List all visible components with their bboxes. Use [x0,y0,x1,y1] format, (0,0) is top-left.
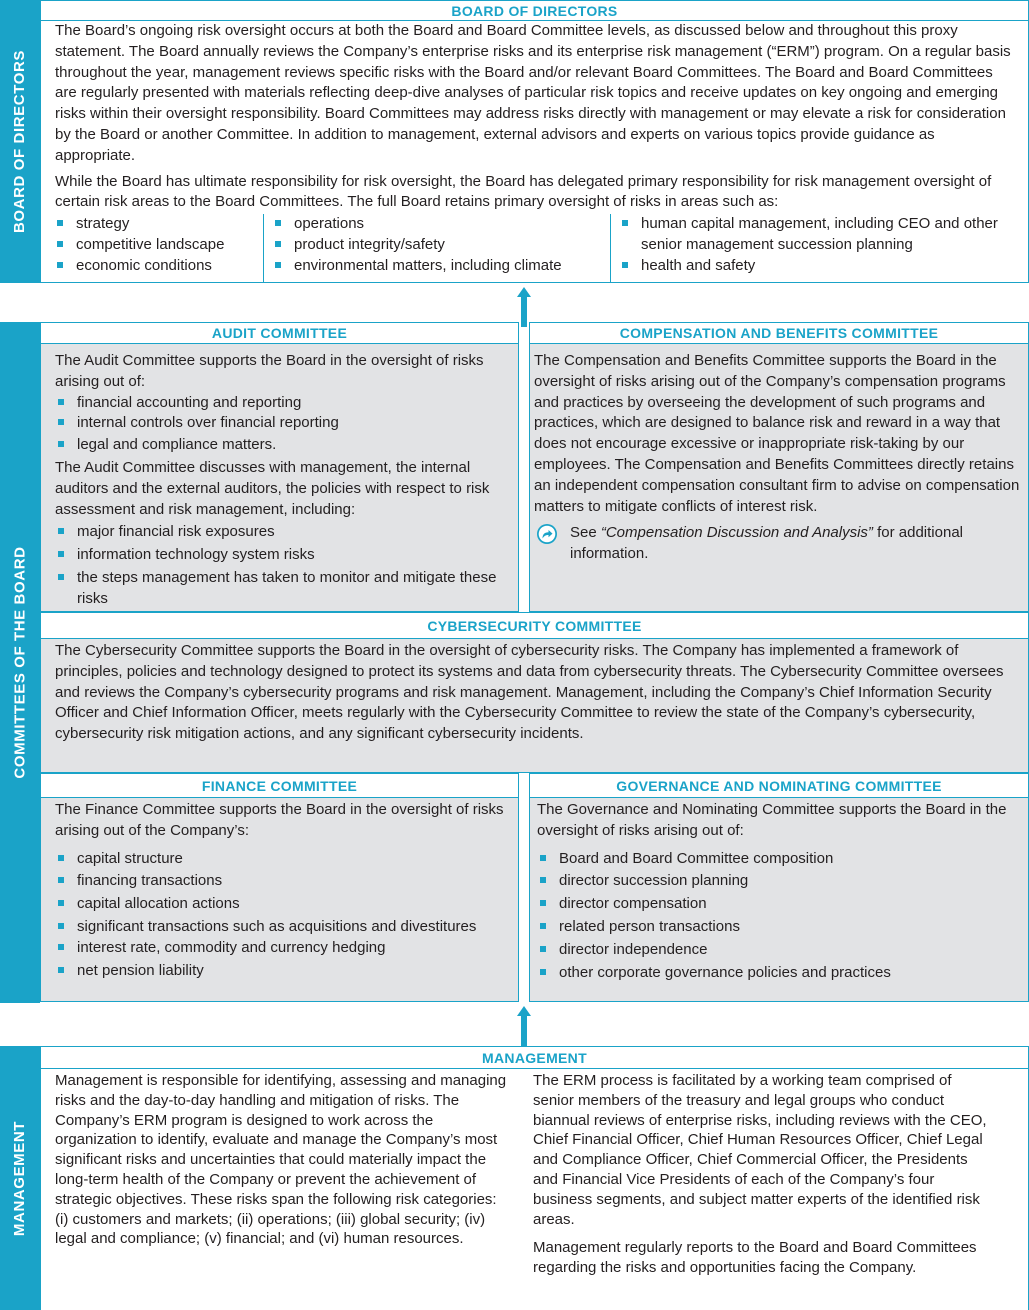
list-item: strategy [54,214,259,235]
management-title: MANAGEMENT [41,1047,1028,1069]
list-item: operations [272,214,607,235]
finance-committee-box [40,773,519,1002]
board-paragraph-2: While the Board has ultimate responsibility for risk oversight, the Board has delegated primary responsibility for risk management oversight of certain risk areas to the Board Committees. The full Board retains primary oversight of risks in areas such as: [55,172,992,211]
list-item: legal and compliance matters. [55,435,512,456]
list-item: Board and Board Committee composition [537,849,1024,870]
management-band-label: MANAGEMENT [11,1120,29,1236]
governance-committee-title: GOVERNANCE AND NOMINATING COMMITTEE [530,774,1028,798]
compensation-committee-title: COMPENSATION AND BENEFITS COMMITTEE [530,323,1028,344]
list-item: financing transactions [55,871,512,892]
list-item: human capital management, including CEO and other senior management succession planning [619,214,1024,256]
list-item: related person transactions [537,917,1024,938]
board-list-col-2 [272,214,607,282]
audit-committee-title: AUDIT COMMITTEE [41,323,518,344]
board-list-col-1 [54,214,259,282]
share-arrow-icon [536,523,558,545]
list-item: capital allocation actions [55,894,512,915]
committees-side-band [0,322,40,1003]
management-right-text-1: The ERM process is facilitated by a working team comprised of senior members of the treasury and legal groups who conduct biannual reviews of enterprise risks, including reviews with the CEO, Chief Financial Officer, Chief Human Resources Officer, Chief Legal and Compliance Officer, Chief Commercial Officer, the Presidents and Financial Vice Presidents of each of the Company’s four business segments, and subject matter experts of the identified risk areas. [533,1072,987,1228]
list-item: competitive landscape [54,235,259,256]
committees-band-label: COMMITTEES OF THE BOARD [11,546,29,779]
finance-committee-title: FINANCE COMMITTEE [41,774,518,798]
finance-intro: The Finance Committee supports the Board in the oversight of risks arising out of the Company’s: [55,801,504,839]
arrow-up-icon [517,1006,531,1048]
list-item: net pension liability [55,961,512,982]
list-item: health and safety [619,256,1024,277]
finance-risk-list [55,849,512,982]
board-column-divider-2 [610,214,611,282]
audit-risk-list [55,393,512,456]
list-item: director independence [537,940,1024,961]
governance-intro: The Governance and Nominating Committee supports the Board in the oversight of risks arising out of: [537,801,1007,839]
governance-risk-list [537,849,1024,984]
management-section [40,1046,1029,1310]
cybersecurity-text: The Cybersecurity Committee supports the Board in the oversight of cybersecurity risks. The Company has implemented a framework of principles, policies and technology designed to protect its systems and data from cybersecurity threats. The Cybersecurity Committee oversees and reviews the Company’s cybersecurity programs and risk management. Management, including the Company’s Chief Information Security Officer and Chief Information Officer, meets regularly with the Cybersecurity Committee to review the state of the Company’s cybersecurity, cybersecurity risk mitigation actions, and any significant cybersecurity incidents. [55,642,1004,743]
list-item: product integrity/safety [272,235,607,256]
list-item: environmental matters, including climate [272,256,607,277]
board-column-divider-1 [263,214,264,282]
board-band-label: BOARD OF DIRECTORS [11,49,29,234]
compensation-see-also [534,523,1022,565]
list-item: other corporate governance policies and practices [537,963,1024,984]
list-item: major financial risk exposures [55,522,512,543]
board-list-col-3 [619,214,1024,282]
list-item: financial accounting and reporting [55,393,512,414]
cybersecurity-committee-title: CYBERSECURITY COMMITTEE [41,613,1028,639]
management-side-band [0,1046,40,1310]
list-item: internal controls over financial reporting [55,413,512,434]
cybersecurity-committee-box [40,612,1029,773]
governance-committee-box [529,773,1029,1002]
list-item: capital structure [55,849,512,870]
list-item: interest rate, commodity and currency hedging [55,938,512,959]
see-prefix: See [570,524,601,542]
audit-middle-text: The Audit Committee discusses with management, the internal auditors and the external auditors, the policies with respect to risk assessment and risk management, including: [55,458,490,518]
list-item: the steps management has taken to monitor and mitigate these risks [55,568,512,610]
cda-reference-link[interactable]: “Compensation Discussion and Analysis” [600,524,873,542]
management-left-text: Management is responsible for identifying, assessing and managing risks and the day-to-day handling and mitigation of risks. The Company’s ERM program is designed to work across the organization to identify, evaluate and manage the Company’s most significant risks and uncertainties that could materially impact the long-term health of the Company or prevent the achievement of strategic objectives. These risks span the following risk categories: (i) customers and markets; (ii) operations; (iii) global security; (iv) legal and compliance; (v) financial; and (vi) human resources. [55,1072,507,1248]
compensation-committee-box [529,322,1029,612]
list-item: director succession planning [537,871,1024,892]
compensation-text: The Compensation and Benefits Committee supports the Board in the oversight of risks arising out of the Company’s compensation programs and practices by overseeing the development of such programs and practices, which are designed to balance risk and reward in a way that does not encourage excessive or inappropriate risk-taking by our employees. The Compensation and Benefits Committees directly retains an independent compensation consultant firm to advise on compensation matters to mitigate conflicts of interest risk. [534,352,1020,515]
board-title: BOARD OF DIRECTORS [41,1,1028,21]
board-paragraph-1: The Board’s ongoing risk oversight occurs at both the Board and Board Committee levels, as discussed below and throughout this proxy statement. The Board annually reviews the Company’s enterprise risks and its enterprise risk management (“ERM”) program. On a regular basis throughout the year, management reviews specific risks with the Board and/or relevant Board Committees. The Board and Board Committees are regularly presented with materials reflecting deep-dive analyses of particular risk topics and receive updates on key ongoing and emerging risks within their oversight responsibility. Board Committees may address risks directly with management or may elevate a risk for consideration by the Board or another Committee. In addition to management, external advisors and experts on various topics provide guidance as appropriate. [55,22,1011,164]
audit-committee-box [40,322,519,612]
audit-policy-list [55,522,512,609]
list-item: director compensation [537,894,1024,915]
list-item: economic conditions [54,256,259,277]
audit-intro: The Audit Committee supports the Board in the oversight of risks arising out of: [55,352,484,390]
see-suffix: for additional information. [570,524,963,563]
list-item: significant transactions such as acquisitions and divestitures [55,917,512,938]
board-side-band [0,0,40,283]
arrow-up-icon [517,287,531,327]
management-right-text-2: Management regularly reports to the Board and Board Committees regarding the risks and opportunities facing the Company. [533,1239,977,1277]
list-item: information technology system risks [55,545,512,566]
